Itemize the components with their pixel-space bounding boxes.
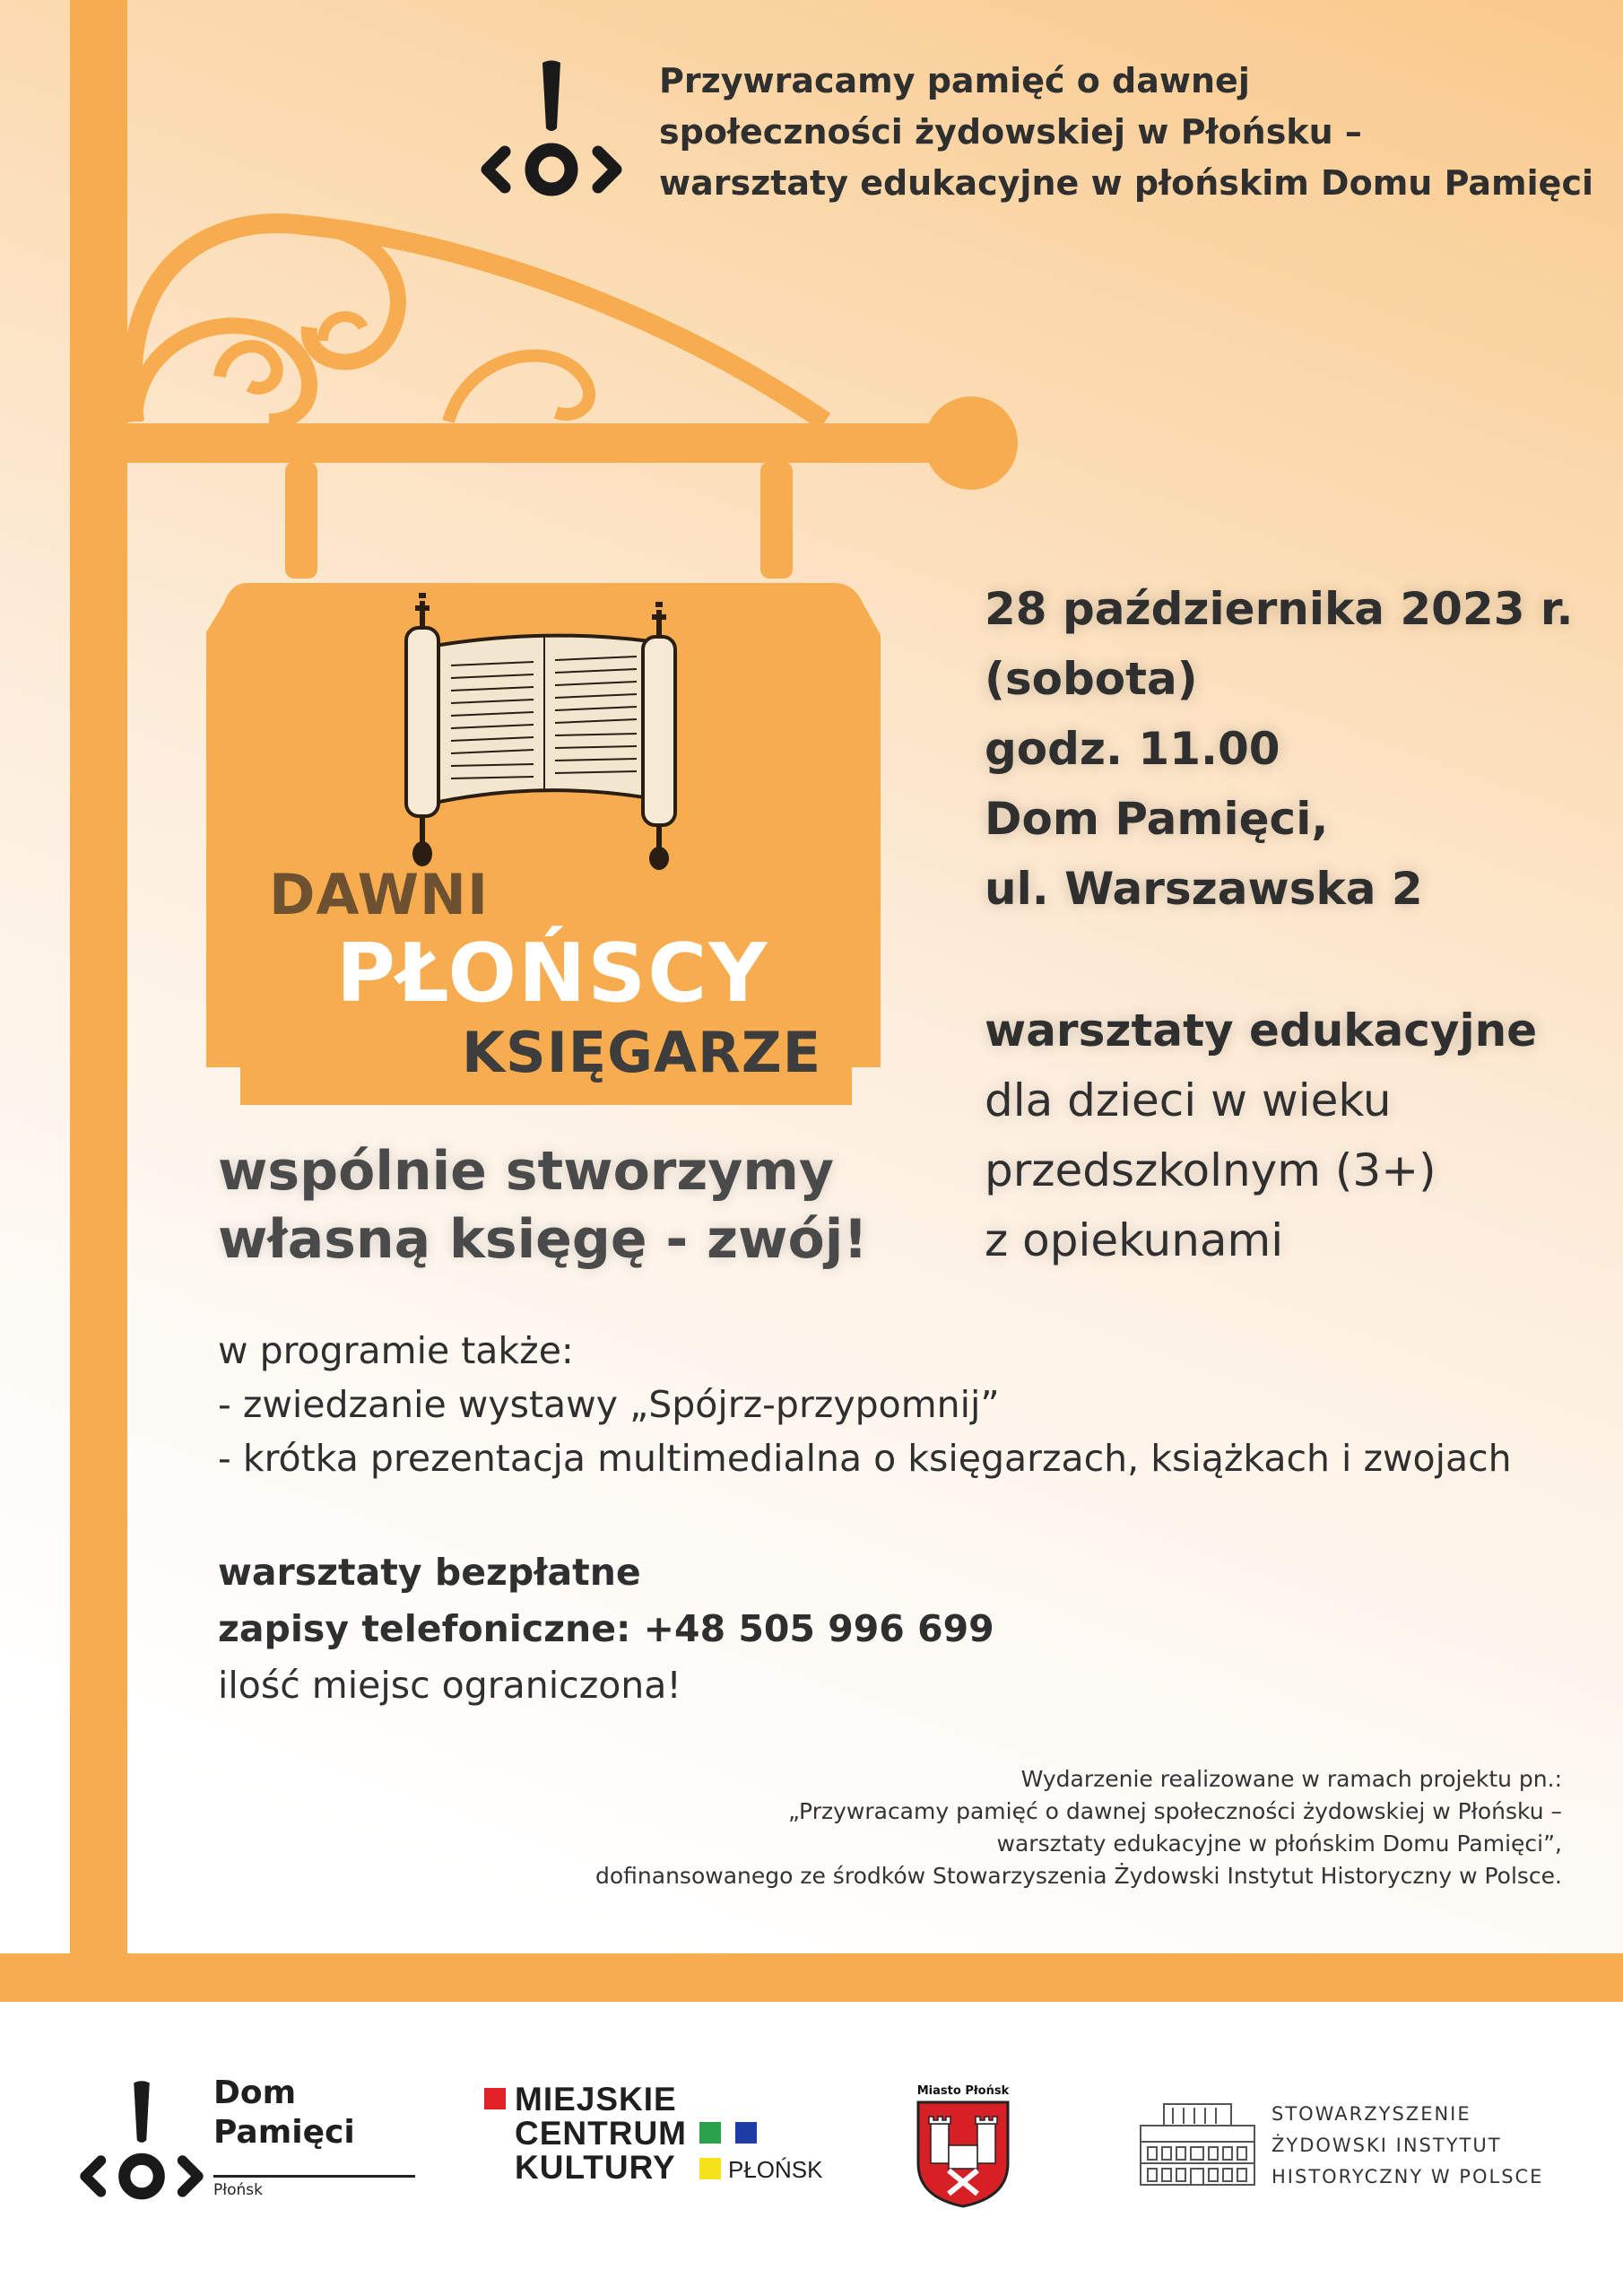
- event-date: 28 października 2023 r.: [985, 583, 1574, 635]
- zih-building-icon: [1137, 2099, 1258, 2188]
- audience-line: z opiekunami: [985, 1214, 1284, 1266]
- tagline-line-1: wspólnie stworzymy: [218, 1140, 835, 1203]
- sign-title-line-3: KSIĘGARZE: [462, 1020, 822, 1085]
- program-item: - krótka prezentacja multimedialna o księgarzach, książkach i zwojach: [218, 1437, 1512, 1480]
- divider: [213, 2175, 415, 2178]
- zih-line-2: ŻYDOWSKI INSTYTUT: [1271, 2135, 1502, 2156]
- audience-line: przedszkolnym (3+): [985, 1144, 1436, 1196]
- program-heading: w programie także:: [218, 1329, 574, 1372]
- program-section: [218, 1324, 1590, 1485]
- audience-info: [985, 996, 1603, 1275]
- event-place: Dom Pamięci,: [985, 793, 1329, 845]
- project-heading-line: Przywracamy pamięć o dawnej: [659, 61, 1250, 100]
- funding-line: dofinansowanego ze środków Stowarzyszenia Żydowski Instytut Historyczny w Polsce.: [595, 1863, 1562, 1889]
- audience-line: dla dzieci w wieku: [985, 1074, 1392, 1126]
- mck-line-2: CENTRUM: [515, 2115, 687, 2152]
- audience-title: warsztaty edukacyjne: [985, 1004, 1538, 1057]
- registration-section: [218, 1544, 1115, 1714]
- phone-registration: zapisy telefoniczne: +48 505 996 699: [218, 1607, 994, 1650]
- dom-pamieci-logo-icon: [79, 2079, 204, 2205]
- yellow-square-icon: [699, 2158, 721, 2179]
- event-day: (sobota): [985, 653, 1198, 705]
- program-item: - zwiedzanie wystawy „Spójrz-przypomnij”: [218, 1383, 1000, 1426]
- plonsk-coat-of-arms-icon: [913, 2083, 1013, 2208]
- event-time: godz. 11.00: [985, 723, 1280, 775]
- mck-logo: [484, 2083, 861, 2190]
- project-heading-line: warsztaty edukacyjne w płońskim Domu Pamięci: [659, 163, 1593, 203]
- dom-pamieci-line-1: Dom: [213, 2074, 297, 2111]
- red-square-icon: [484, 2088, 506, 2109]
- sign-title-line-2: PŁOŃSCY: [336, 926, 769, 1021]
- green-square-icon: [699, 2122, 721, 2144]
- dom-pamieci-line-2: Pamięci: [213, 2114, 355, 2151]
- blue-square-icon: [735, 2122, 757, 2144]
- funding-note: [484, 1763, 1562, 1892]
- zih-wordmark: [1271, 2099, 1543, 2193]
- sign-title: [215, 861, 843, 1087]
- free-notice: warsztaty bezpłatne: [218, 1551, 641, 1594]
- mck-city: PŁOŃSK: [728, 2156, 823, 2183]
- torah-scroll-illustration: [381, 592, 713, 870]
- tagline-line-2: własną księgę - zwój!: [218, 1208, 868, 1271]
- funding-line: Wydarzenie realizowane w ramach projektu pn.:: [1020, 1766, 1562, 1792]
- project-heading: [659, 56, 1592, 209]
- funding-line: „Przywracamy pamięć o dawnej społeczności żydowskiej w Płońsku –: [788, 1798, 1562, 1824]
- funding-line: warsztaty edukacyjne w płońskim Domu Pamięci”,: [996, 1831, 1562, 1857]
- limited-seats-notice: ilość miejsc ograniczona!: [218, 1664, 681, 1707]
- dom-pamieci-wordmark: [213, 2074, 355, 2152]
- sign-title-line-1: DAWNI: [269, 862, 490, 927]
- zih-line-1: STOWARZYSZENIE: [1271, 2103, 1471, 2125]
- project-heading-line: społeczności żydowskiej w Płońsku –: [659, 112, 1362, 152]
- dom-pamieci-city: Płońsk: [213, 2181, 263, 2199]
- mck-line-3: KULTURY: [515, 2149, 676, 2186]
- event-details: [985, 574, 1603, 924]
- dom-pamieci-eye-icon: [480, 58, 623, 202]
- zih-line-3: HISTORYCZNY W POLSCE: [1271, 2166, 1544, 2187]
- crest-label: Miasto Płońsk: [916, 2084, 1010, 2098]
- event-address: ul. Warszawska 2: [985, 863, 1423, 915]
- tagline: [218, 1137, 953, 1274]
- mck-line-1: MIEJSKIE: [515, 2081, 677, 2118]
